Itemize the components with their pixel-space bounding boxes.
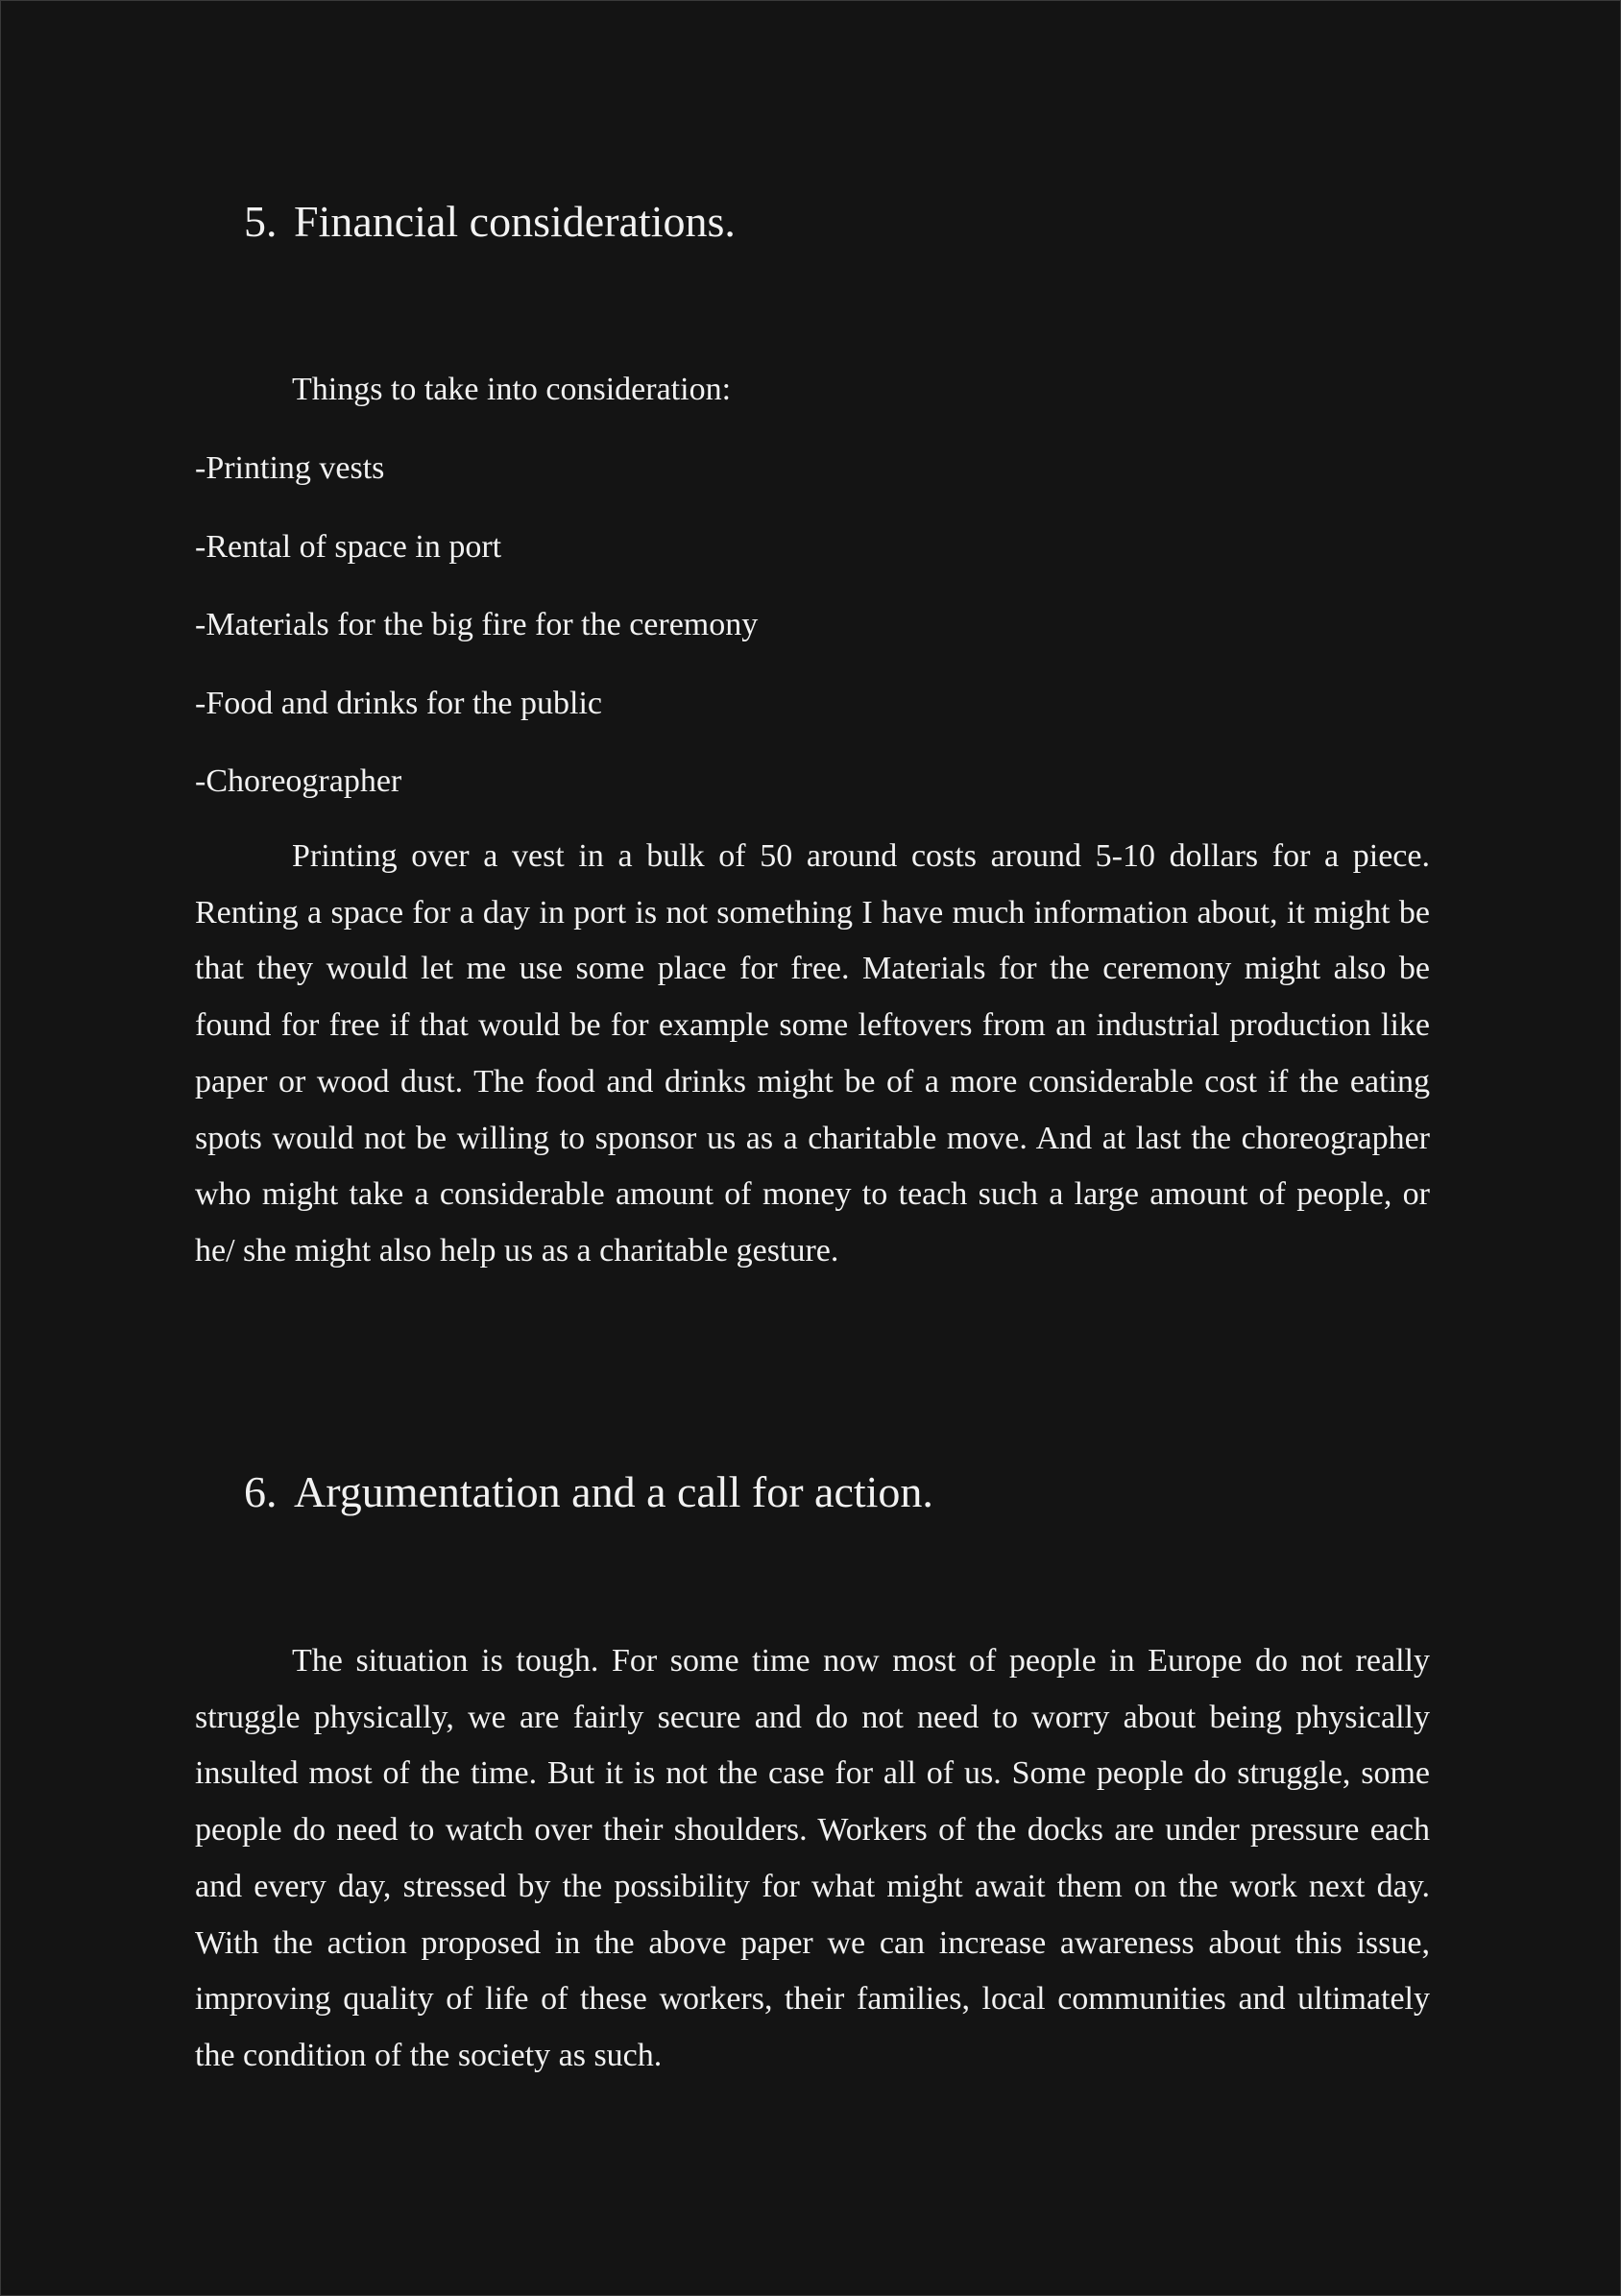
list-item: -Materials for the big fire for the ceremony: [195, 607, 759, 642]
section-5-heading: [244, 195, 736, 249]
section-6-title: Argumentation and a call for action.: [294, 1467, 933, 1516]
list-item: -Food and drinks for the public: [195, 685, 602, 721]
section-6-paragraph: The situation is tough. For some time now most of people in Europe do not really struggle physically, we are fairly secure and do not need to worry about being physically insulted most of the time. But it is not the case for all of us. Some people do struggle, some people do need to watch over their shoulders. Workers of the docks are under pressure each and every day, stressed by the possibility for what might await them on the work next day. With the action proposed in the above paper we can increase awareness about this issue, improving quality of life of these workers, their families, local communities and ultimately the condition of the society as such.: [195, 1643, 1430, 2073]
section-5-paragraph: Printing over a vest in a bulk of 50 around costs around 5-10 dollars for a piece. Renting a space for a day in port is not something I have much information about, it might be that they would let me use some place for free. Materials for the ceremony might also be found for free if that would be for example some leftovers from an industrial production like paper or wood dust. The food and drinks might be of a more considerable cost if the eating spots would not be willing to sponsor us as a charitable move. And at last the choreographer who might take a considerable amount of money to teach such a large amount of people, or he/ she might also help us as a charitable gesture.: [195, 838, 1430, 1269]
section-5-intro: Things to take into consideration:: [292, 372, 732, 407]
section-6-heading: [244, 1465, 933, 1519]
list-item: -Rental of space in port: [195, 528, 502, 565]
list-item: -Printing vests: [195, 450, 385, 486]
list-item: -Choreographer: [195, 763, 402, 799]
cost-items-list: [195, 447, 758, 839]
section-6-number: 6.: [244, 1467, 278, 1516]
section-5-number: 5.: [244, 197, 278, 246]
section-5-title: Financial considerations.: [294, 197, 736, 246]
